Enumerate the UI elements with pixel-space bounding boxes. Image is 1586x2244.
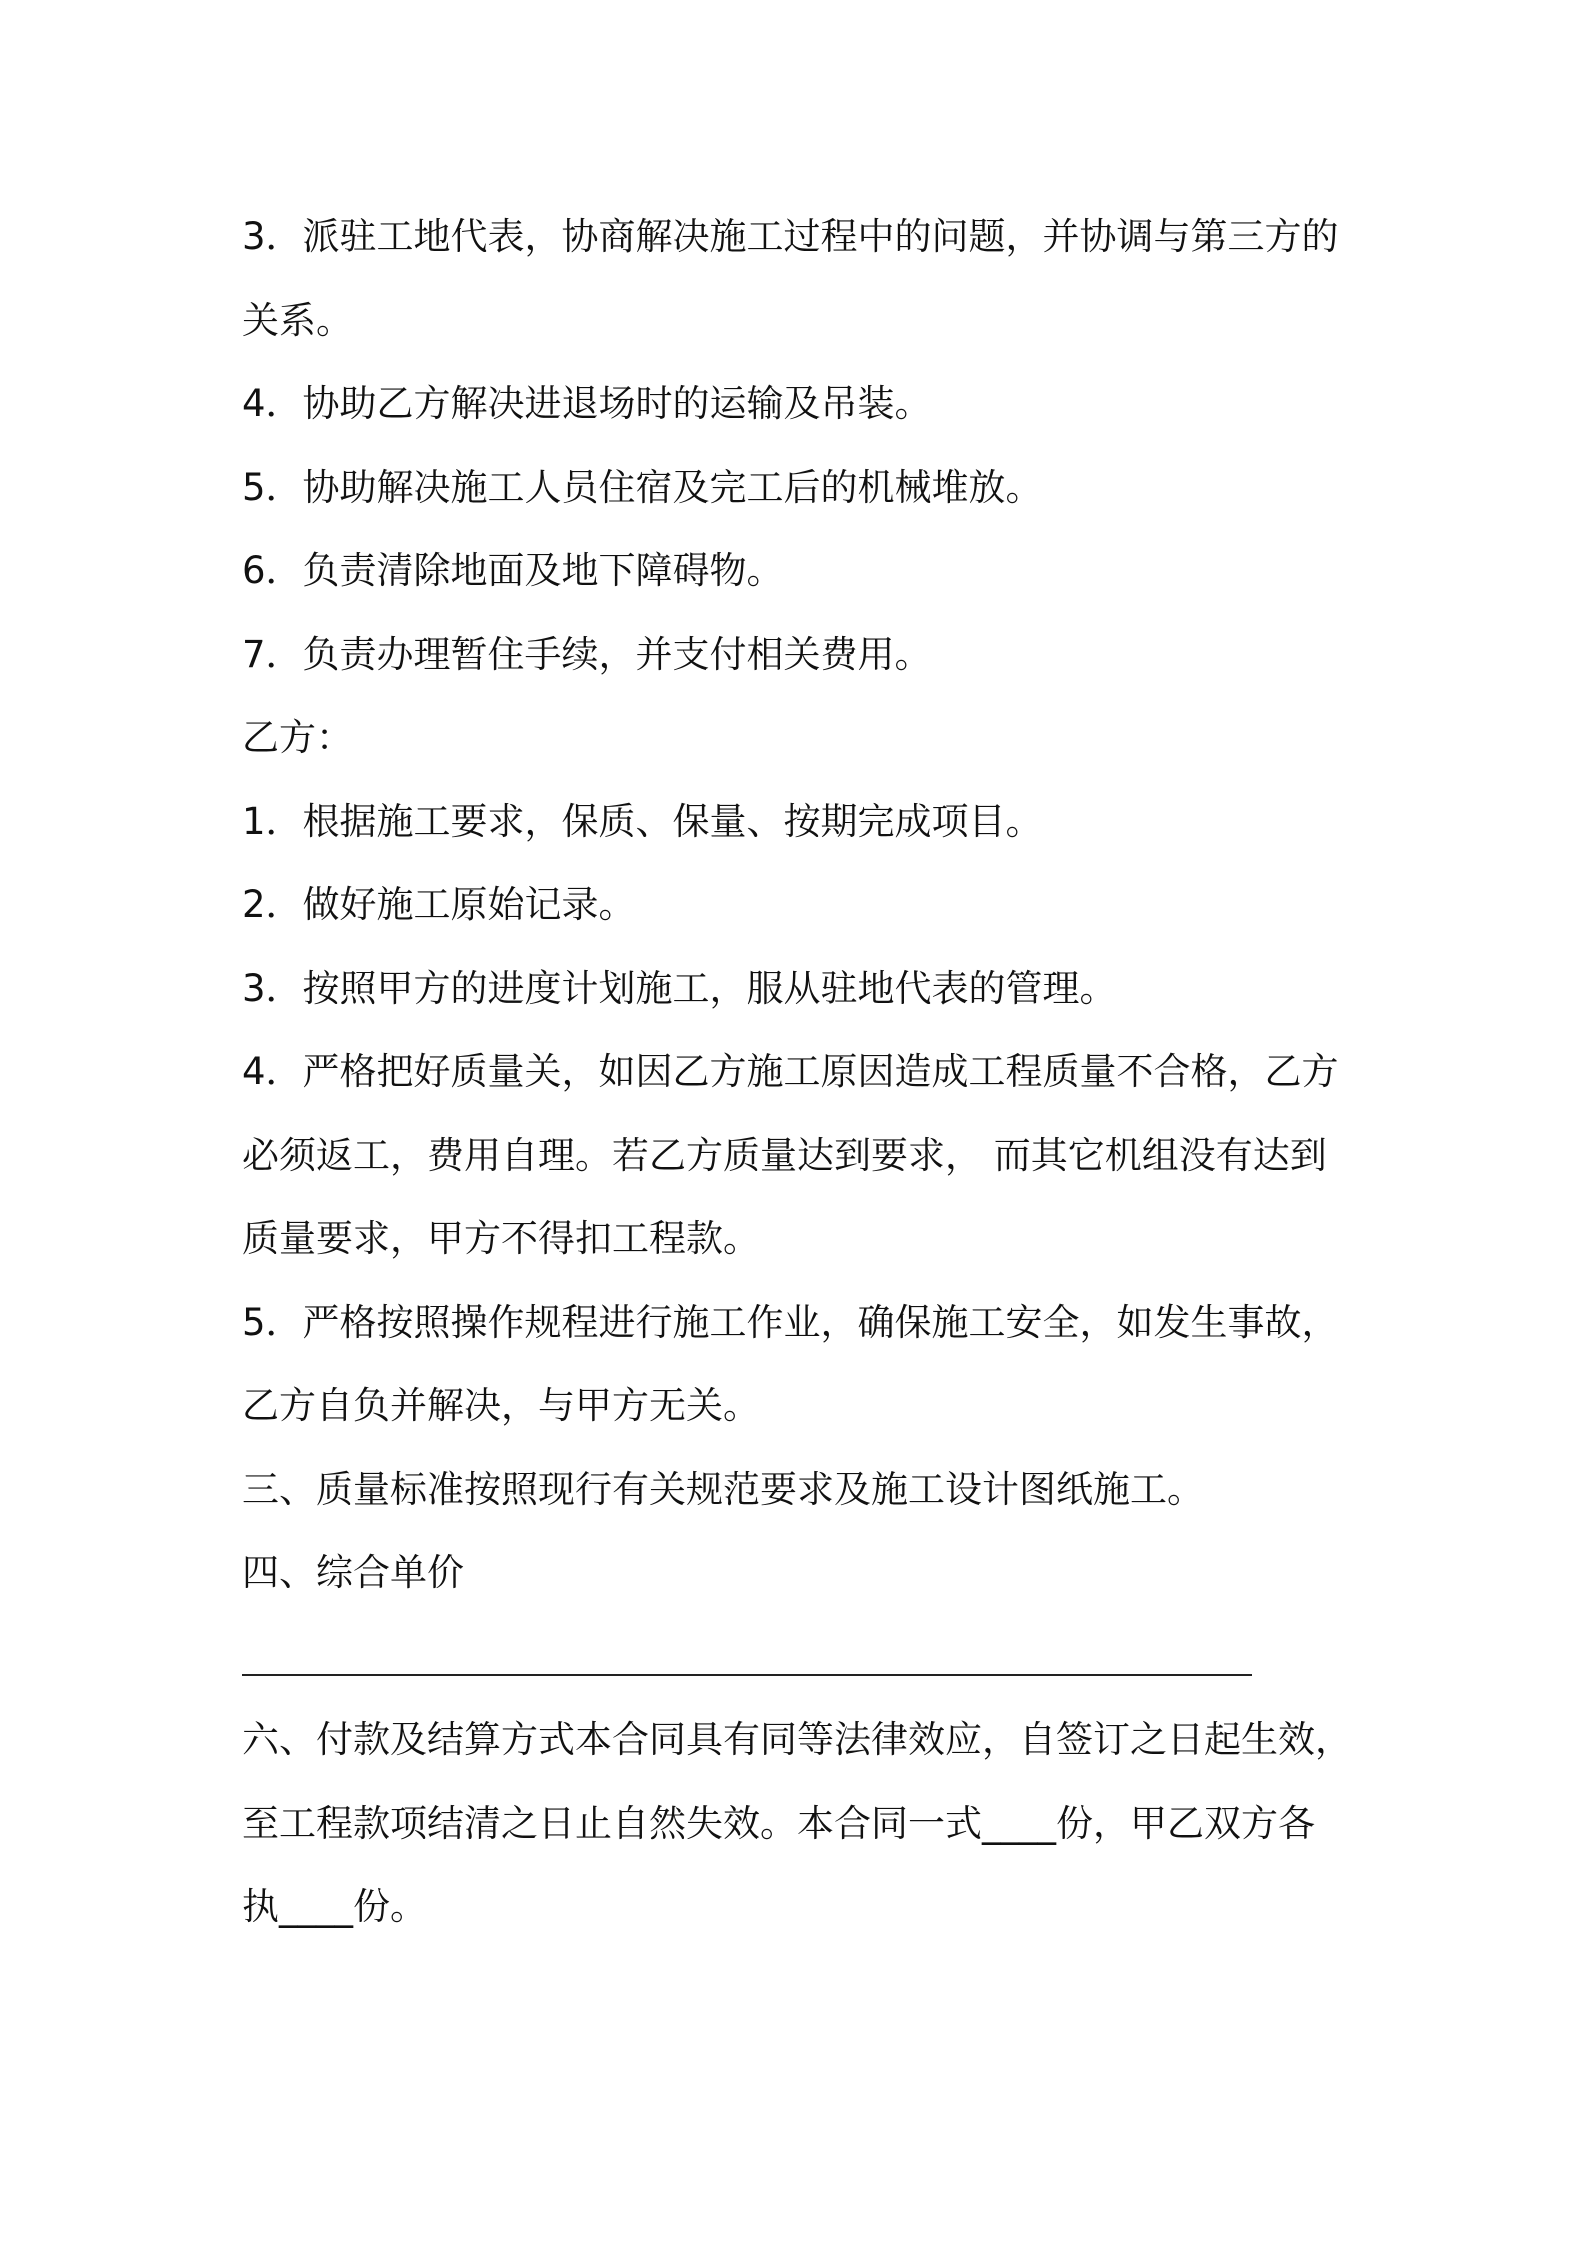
clause-line: 2．做好施工原始记录。 — [242, 883, 636, 926]
clause-line: 1．根据施工要求，保质、保量、按期完成项目。 — [242, 799, 1043, 843]
section-heading: 三、质量标准按照现行有关规范要求及施工设计图纸施工。 — [242, 1467, 1204, 1511]
party-heading: 乙方： — [242, 716, 353, 759]
section-heading: 六、付款及结算方式本合同具有同等法律效应，自签订之日起生效， — [242, 1718, 1352, 1761]
underline-divider — [242, 1674, 1252, 1676]
blank-fill-line — [242, 1615, 1362, 1699]
section-heading: 四、综合单价 — [242, 1551, 464, 1594]
clause-line: 5．协助解决施工人员住宿及完工后的机械堆放。 — [242, 465, 1043, 509]
clause-line: 4．协助乙方解决进退场时的运输及吊装。 — [242, 382, 932, 425]
clause-line: 6．负责清除地面及地下障碍物。 — [242, 549, 784, 592]
clause-line: 3．派驻工地代表，协商解决施工过程中的问题，并协调与第三方的 — [242, 215, 1339, 258]
clause-line: 必须返工，费用自理。若乙方质量达到要求， 而其它机组没有达到 — [242, 1133, 1327, 1177]
clause-line: 关系。 — [242, 298, 353, 342]
clause-line: 4．严格把好质量关，如因乙方施工原因造成工程质量不合格，乙方 — [242, 1050, 1339, 1093]
clause-line: 至工程款项结清之日止自然失效。本合同一式____份，甲乙双方各 — [242, 1801, 1315, 1845]
clause-line: 乙方自负并解决，与甲方无关。 — [242, 1384, 760, 1427]
clause-line: 7．负责办理暂住手续，并支付相关费用。 — [242, 632, 932, 676]
clause-line: 执____份。 — [242, 1885, 427, 1928]
document-body — [242, 195, 1362, 1949]
clause-line: 5．严格按照操作规程进行施工作业，确保施工安全，如发生事故， — [242, 1300, 1339, 1344]
clause-line: 质量要求，甲方不得扣工程款。 — [242, 1217, 760, 1260]
clause-line: 3．按照甲方的进度计划施工，服从驻地代表的管理。 — [242, 966, 1117, 1010]
